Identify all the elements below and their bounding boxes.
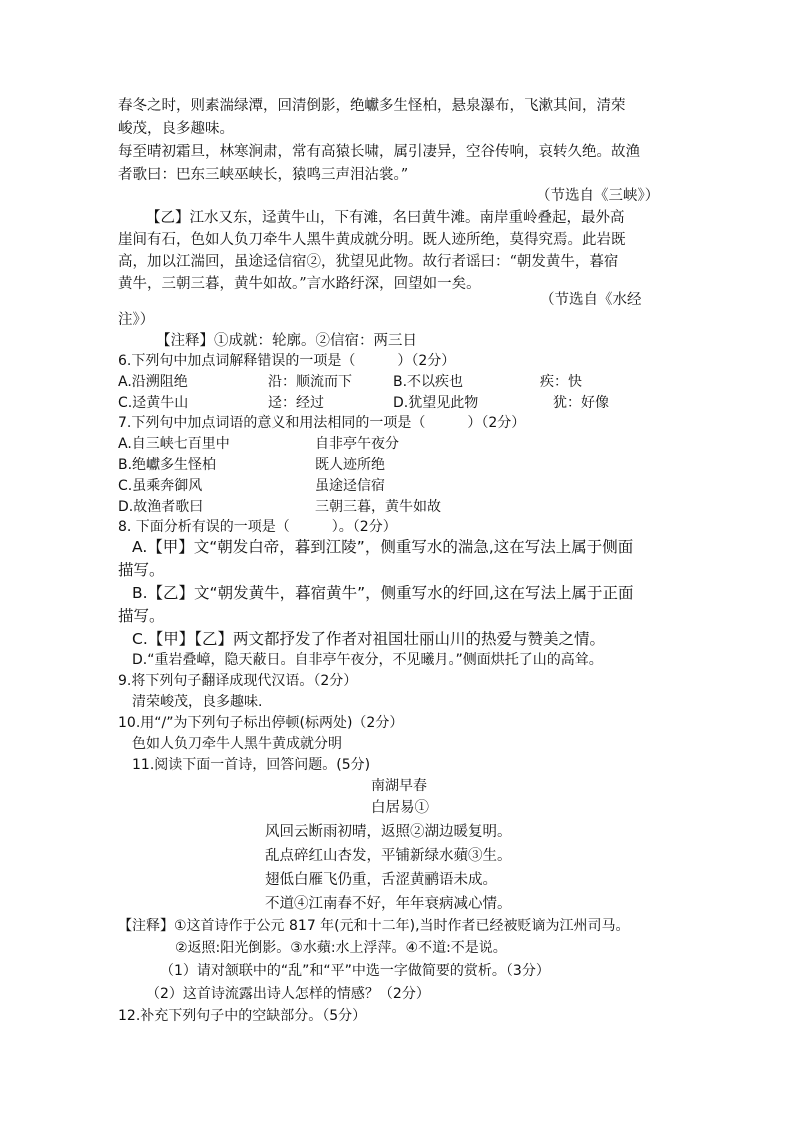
q11-subquestion-2: （2）这首诗流露出诗人怎样的情感？（2分） — [146, 986, 430, 1002]
q8-option-b-cont: 描写。 — [118, 607, 165, 625]
q7-option-c: C.虽乘奔御风 — [118, 478, 203, 494]
q9-sentence: 清荣峻茂，良多趣味. — [132, 694, 263, 710]
q6-option-b-gloss: 疾：快 — [540, 374, 582, 390]
q11-subquestion-1: （1）请对颔联中的“乱”和“平”中选一字做简要的赏析。（3分） — [160, 963, 550, 979]
poem-line-1: 风回云断雨初晴，返照②湖边暖复明。 — [265, 824, 512, 840]
poem-line-4: 不道④江南春不好，年年衰病减心情。 — [265, 896, 512, 912]
q6-option-b: B.不以疾也 — [393, 374, 464, 390]
q6-stem: 6.下列句中加点词解释错误的一项是（ ）（2分） — [118, 353, 456, 369]
q8-stem: 8. 下面分析有误的一项是（ ）。（2分） — [118, 519, 397, 535]
q7-option-b-pair: 既人迹所绝 — [315, 457, 385, 473]
passage-yi-line-4: 黄牛，三朝三暮，黄牛如故。”言水路纡深，回望如一矣。 — [118, 276, 481, 292]
q6-option-a-gloss: 沿：顺流而下 — [268, 374, 352, 390]
q10-stem: 10.用“/”为下列句子标出停顿(标两处)（2分） — [118, 715, 404, 731]
passage-jia-line-1: 春冬之时，则素湍绿潭，回清倒影，绝巘多生怪柏，悬泉瀑布，飞漱其间，清荣 — [118, 98, 626, 114]
q8-option-a-cont: 描写。 — [118, 561, 165, 579]
q7-option-c-pair: 虽途迳信宿 — [315, 478, 385, 494]
q8-option-c: C.【甲】【乙】两文都抒发了作者对祖国壮丽山川的热爱与赞美之情。 — [132, 630, 606, 648]
q6-option-c-gloss: 迳：经过 — [268, 395, 324, 411]
q8-option-b: B.【乙】文“朝发黄牛，暮宿黄牛”，侧重写水的纡回,这在写法上属于正面 — [132, 584, 634, 602]
passage-yi-line-3: 高，加以江湍回，虽途迳信宿②，犹望见此物。故行者谣曰：“朝发黄牛，暮宿 — [118, 254, 619, 270]
q12-stem: 12.补充下列句子中的空缺部分。（5分） — [118, 1008, 367, 1024]
q7-option-d-pair: 三朝三暮，黄牛如故 — [315, 499, 441, 515]
q6-option-a: A.沿溯阻绝 — [118, 374, 188, 390]
passage-jia-line-4: 者歌曰：巴东三峡巫峡长，猿鸣三声泪沾裳。” — [118, 167, 409, 183]
poem-line-3: 翅低白雁飞仍重，舌涩黄鹂语未成。 — [265, 872, 497, 888]
q7-option-a: A.自三峡七百里中 — [118, 436, 230, 452]
poem-title: 南湖早春 — [371, 778, 427, 794]
poem-line-2: 乱点碎红山杏发，平铺新绿水蘋③生。 — [265, 848, 512, 864]
q7-stem: 7.下列句中加点词语的意义和用法相同的一项是（ ）（2分） — [118, 415, 526, 431]
q8-option-d: D.“重岩叠嶂，隐天蔽日。自非亭午夜分，不见曦月。”侧面烘托了山的高耸。 — [132, 652, 603, 668]
poem-note-1: 【注释】①这首诗作于公元 817 年(元和十二年),当时作者已经被贬谪为江州司马。 — [118, 918, 630, 934]
passage-yi-notes: 【注释】①成就：轮廓。②信宿：两三日 — [156, 333, 417, 349]
q9-stem: 9.将下列句子翻译成现代汉语。（2分） — [118, 673, 358, 689]
q6-option-d-gloss: 犹：好像 — [553, 395, 609, 411]
passage-yi-source-cont: 注》） — [118, 312, 155, 328]
passage-yi-line-2: 崖间有石，色如人负刀牵牛人黑牛黄成就分明。既人迹所绝，莫得究焉。此岩既 — [118, 232, 626, 248]
q11-stem: 11.阅读下面一首诗，回答问题。(5分) — [132, 757, 371, 773]
poem-author: 白居易① — [371, 800, 429, 816]
q7-option-b: B.绝巘多生怪柏 — [118, 457, 217, 473]
passage-jia-line-3: 每至晴初霜旦，林寒涧肃，常有高猿长啸，属引凄异，空谷传响，哀转久绝。故渔 — [118, 144, 640, 160]
passage-yi-source: （节选自《水经 — [540, 292, 642, 308]
q6-option-d: D.犹望见此物 — [393, 395, 479, 411]
q8-option-a: A.【甲】文“朝发白帝，暮到江陵”，侧重写水的湍急,这在写法上属于侧面 — [132, 538, 634, 556]
passage-jia-source: （节选自《三峡》） — [536, 188, 660, 204]
poem-note-2: ②返照:阳光倒影。③水蘋:水上浮萍。④不道:不是说。 — [175, 940, 507, 956]
passage-yi-line-1: 【乙】江水又东，迳黄牛山，下有滩，名曰黄牛滩。南岸重岭叠起，最外高 — [146, 210, 625, 226]
passage-jia-line-2: 峻茂，良多趣味。 — [118, 121, 234, 137]
q10-sentence: 色如人负刀牵牛人黑牛黄成就分明 — [132, 736, 342, 752]
q6-option-c: C.迳黄牛山 — [118, 395, 189, 411]
q7-option-d: D.故渔者歌曰 — [118, 499, 204, 515]
q7-option-a-pair: 自非亭午夜分 — [315, 436, 399, 452]
